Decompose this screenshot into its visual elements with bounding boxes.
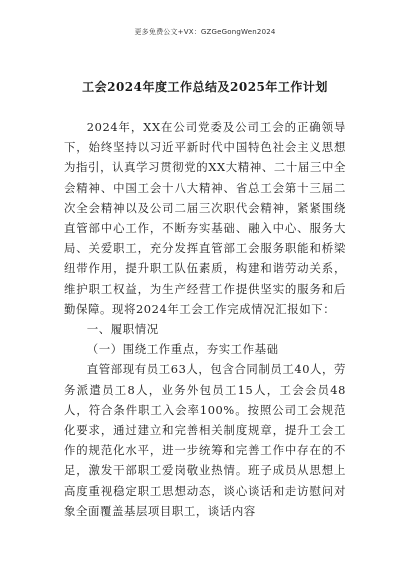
document-body bbox=[64, 117, 346, 521]
header-note: 更多免费公文+VX：GZGeGongWen2024 bbox=[134, 28, 276, 36]
intro-paragraph: 2024年，XX在公司党委及公司工会的正确领导下，始终坚持以习近平新时代中国特色社会主义思想为指引，认真学习贯彻党的XX大精神、二十届三中全会精神、中国工会十八大精神、省总工会第十三届二次全会精神以及公司二届三次职代会精神，紧紧围绕直管部中心工作，不断夯实基础、融入中心、服务大局、关爱职工，充分发挥直管部工会服务职能和桥梁纽带作用，提升职工队伍素质，构建和谐劳动关系，维护职工权益，为生产经营工作提供坚实的服务和后勤保障。现将2024年工会工作完成情况汇报如下： bbox=[64, 120, 346, 316]
subsection-paragraph: 直管部现有员工63人，包含合同制员工40人，劳务派遣员工8人，业务外包员工15人，工会会员48人，符合条件职工入会率100%。按照公司工会规范化要求，通过建立和完善相关制度规章，提升工会工作的规范化水平，进一步统筹和完善工作中存在的不足，激发干部职工爱岗敬业热情。班子成员从思想上高度重视稳定职工思想动态，谈心谈话和走访慰问对象全面覆盖基层项目职工，谈话内容 bbox=[64, 362, 347, 518]
document-title: 工会2024年度工作总结及2025年工作计划 bbox=[82, 80, 328, 94]
subsection-heading-work-focus: （一）围绕工作重点，夯实工作基础 bbox=[86, 342, 279, 357]
section-heading-performance: 一、履职情况 bbox=[86, 322, 159, 337]
